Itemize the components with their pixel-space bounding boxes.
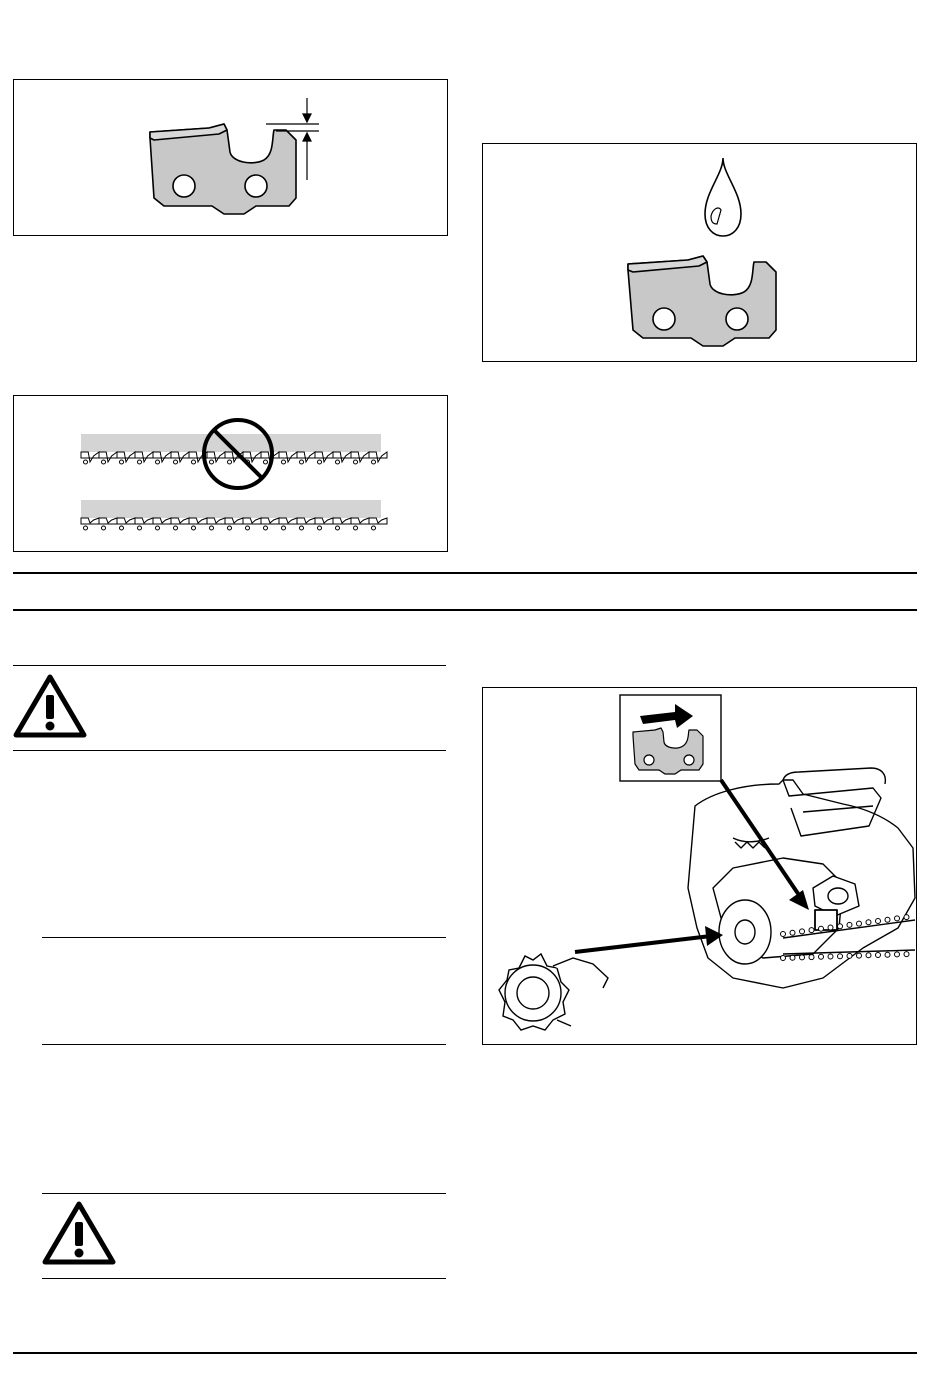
chain-link [153,518,171,524]
bar-chain-link [857,953,862,958]
chain-link [207,518,225,524]
bar-chain-link [781,932,786,937]
chain-rivet [120,526,124,530]
footer-rule [13,1352,917,1354]
chain-link [261,518,279,524]
chain-rivet [120,460,124,464]
chain-rivet [102,526,106,530]
chain-rivet [336,526,340,530]
bar-chain-link [790,955,795,960]
bar-chain-link [876,953,881,958]
bar-chain-link [866,920,871,925]
warning-top-rule [13,665,446,666]
chain-link [225,518,243,524]
chain-link [171,518,189,524]
warning2-bottom-rule [42,1278,446,1279]
depth-gauge-measure-icon [14,80,449,237]
chain-rivet [246,526,250,530]
chain-rivet [210,526,214,530]
chain-rivet [318,460,322,464]
chain-rivet [228,460,232,464]
figure-oil-drop [482,143,917,362]
chain-rivet [174,460,178,464]
chain-link [315,518,333,524]
bar-chain-link [838,954,843,959]
chain-link [369,518,387,524]
figure-chainsaw-sprocket [482,687,917,1045]
section-rule-bottom [13,609,917,611]
chain-comparison-drawing [14,396,449,553]
chain-rivet [282,526,286,530]
chain-link [189,518,207,524]
chain-link [243,518,261,524]
chain-rivet [192,526,196,530]
warning-triangle-icon [42,1200,116,1266]
bar-chain-link [819,926,824,931]
chain-rivet [264,526,268,530]
warning2-top-rule [42,1193,446,1194]
warning-block-2 [42,1200,116,1266]
chain-rivet [156,460,160,464]
chain-rivet [84,526,88,530]
bar-chain-link [866,953,871,958]
bar-chain-link [819,954,824,959]
warning-bottom-rule [13,750,446,751]
bar-chain-link [790,930,795,935]
bar-chain-link [895,952,900,957]
chain-rivet [300,526,304,530]
chain-link [135,518,153,524]
chain-rivet [354,460,358,464]
warning-block-1 [13,673,87,739]
chain-rivet [102,460,106,464]
oil-drop-on-cutter-icon [483,144,918,363]
chain-link [81,518,99,524]
chain-link [99,518,117,524]
bar-chain-link [847,953,852,958]
bar-chain-link [800,929,805,934]
chain-rivet [282,460,286,464]
chain-rivet [354,526,358,530]
bar-chain-link [857,921,862,926]
chain-direction-arrow-icon [620,695,721,781]
chain-rivet [336,460,340,464]
chain-rivet [210,460,214,464]
bar-chain-link [809,955,814,960]
chain-rivet [84,460,88,464]
bar-chain-link [885,917,890,922]
section-rule-top [13,572,917,574]
chain-rivet [138,460,142,464]
bar-chain-link [838,924,843,929]
chain-rivet [156,526,160,530]
chain-rivet [192,460,196,464]
chainsaw-sprocket-drawing [483,688,918,1046]
bar-chain-link [781,956,786,961]
chain-link [279,518,297,524]
chain-rivet [372,526,376,530]
chain-rivet [264,460,268,464]
chain-rivet [228,526,232,530]
bar-chain-link [904,952,909,957]
chain-rivet [318,526,322,530]
chain-link [351,518,369,524]
bar-chain-link [828,925,833,930]
figure-depth-gauge [13,79,448,236]
note-top-rule [42,937,446,938]
bar-chain-link [885,952,890,957]
chain-link [333,518,351,524]
chain-rivet [372,460,376,464]
bar-chain-link [904,915,909,920]
bar-chain-link [800,955,805,960]
chain-link [297,518,315,524]
chain-rivet [300,460,304,464]
note-bottom-rule [42,1044,446,1045]
figure-chain-comparison [13,395,448,552]
warning-triangle-icon [13,673,87,739]
chain-rivet [174,526,178,530]
bar-chain-link [895,916,900,921]
bar-chain-link [876,919,881,924]
chain-rivet [138,526,142,530]
bar-chain-link [847,922,852,927]
bar-chain-link [809,928,814,933]
chain-link [117,518,135,524]
bar-chain-link [828,954,833,959]
